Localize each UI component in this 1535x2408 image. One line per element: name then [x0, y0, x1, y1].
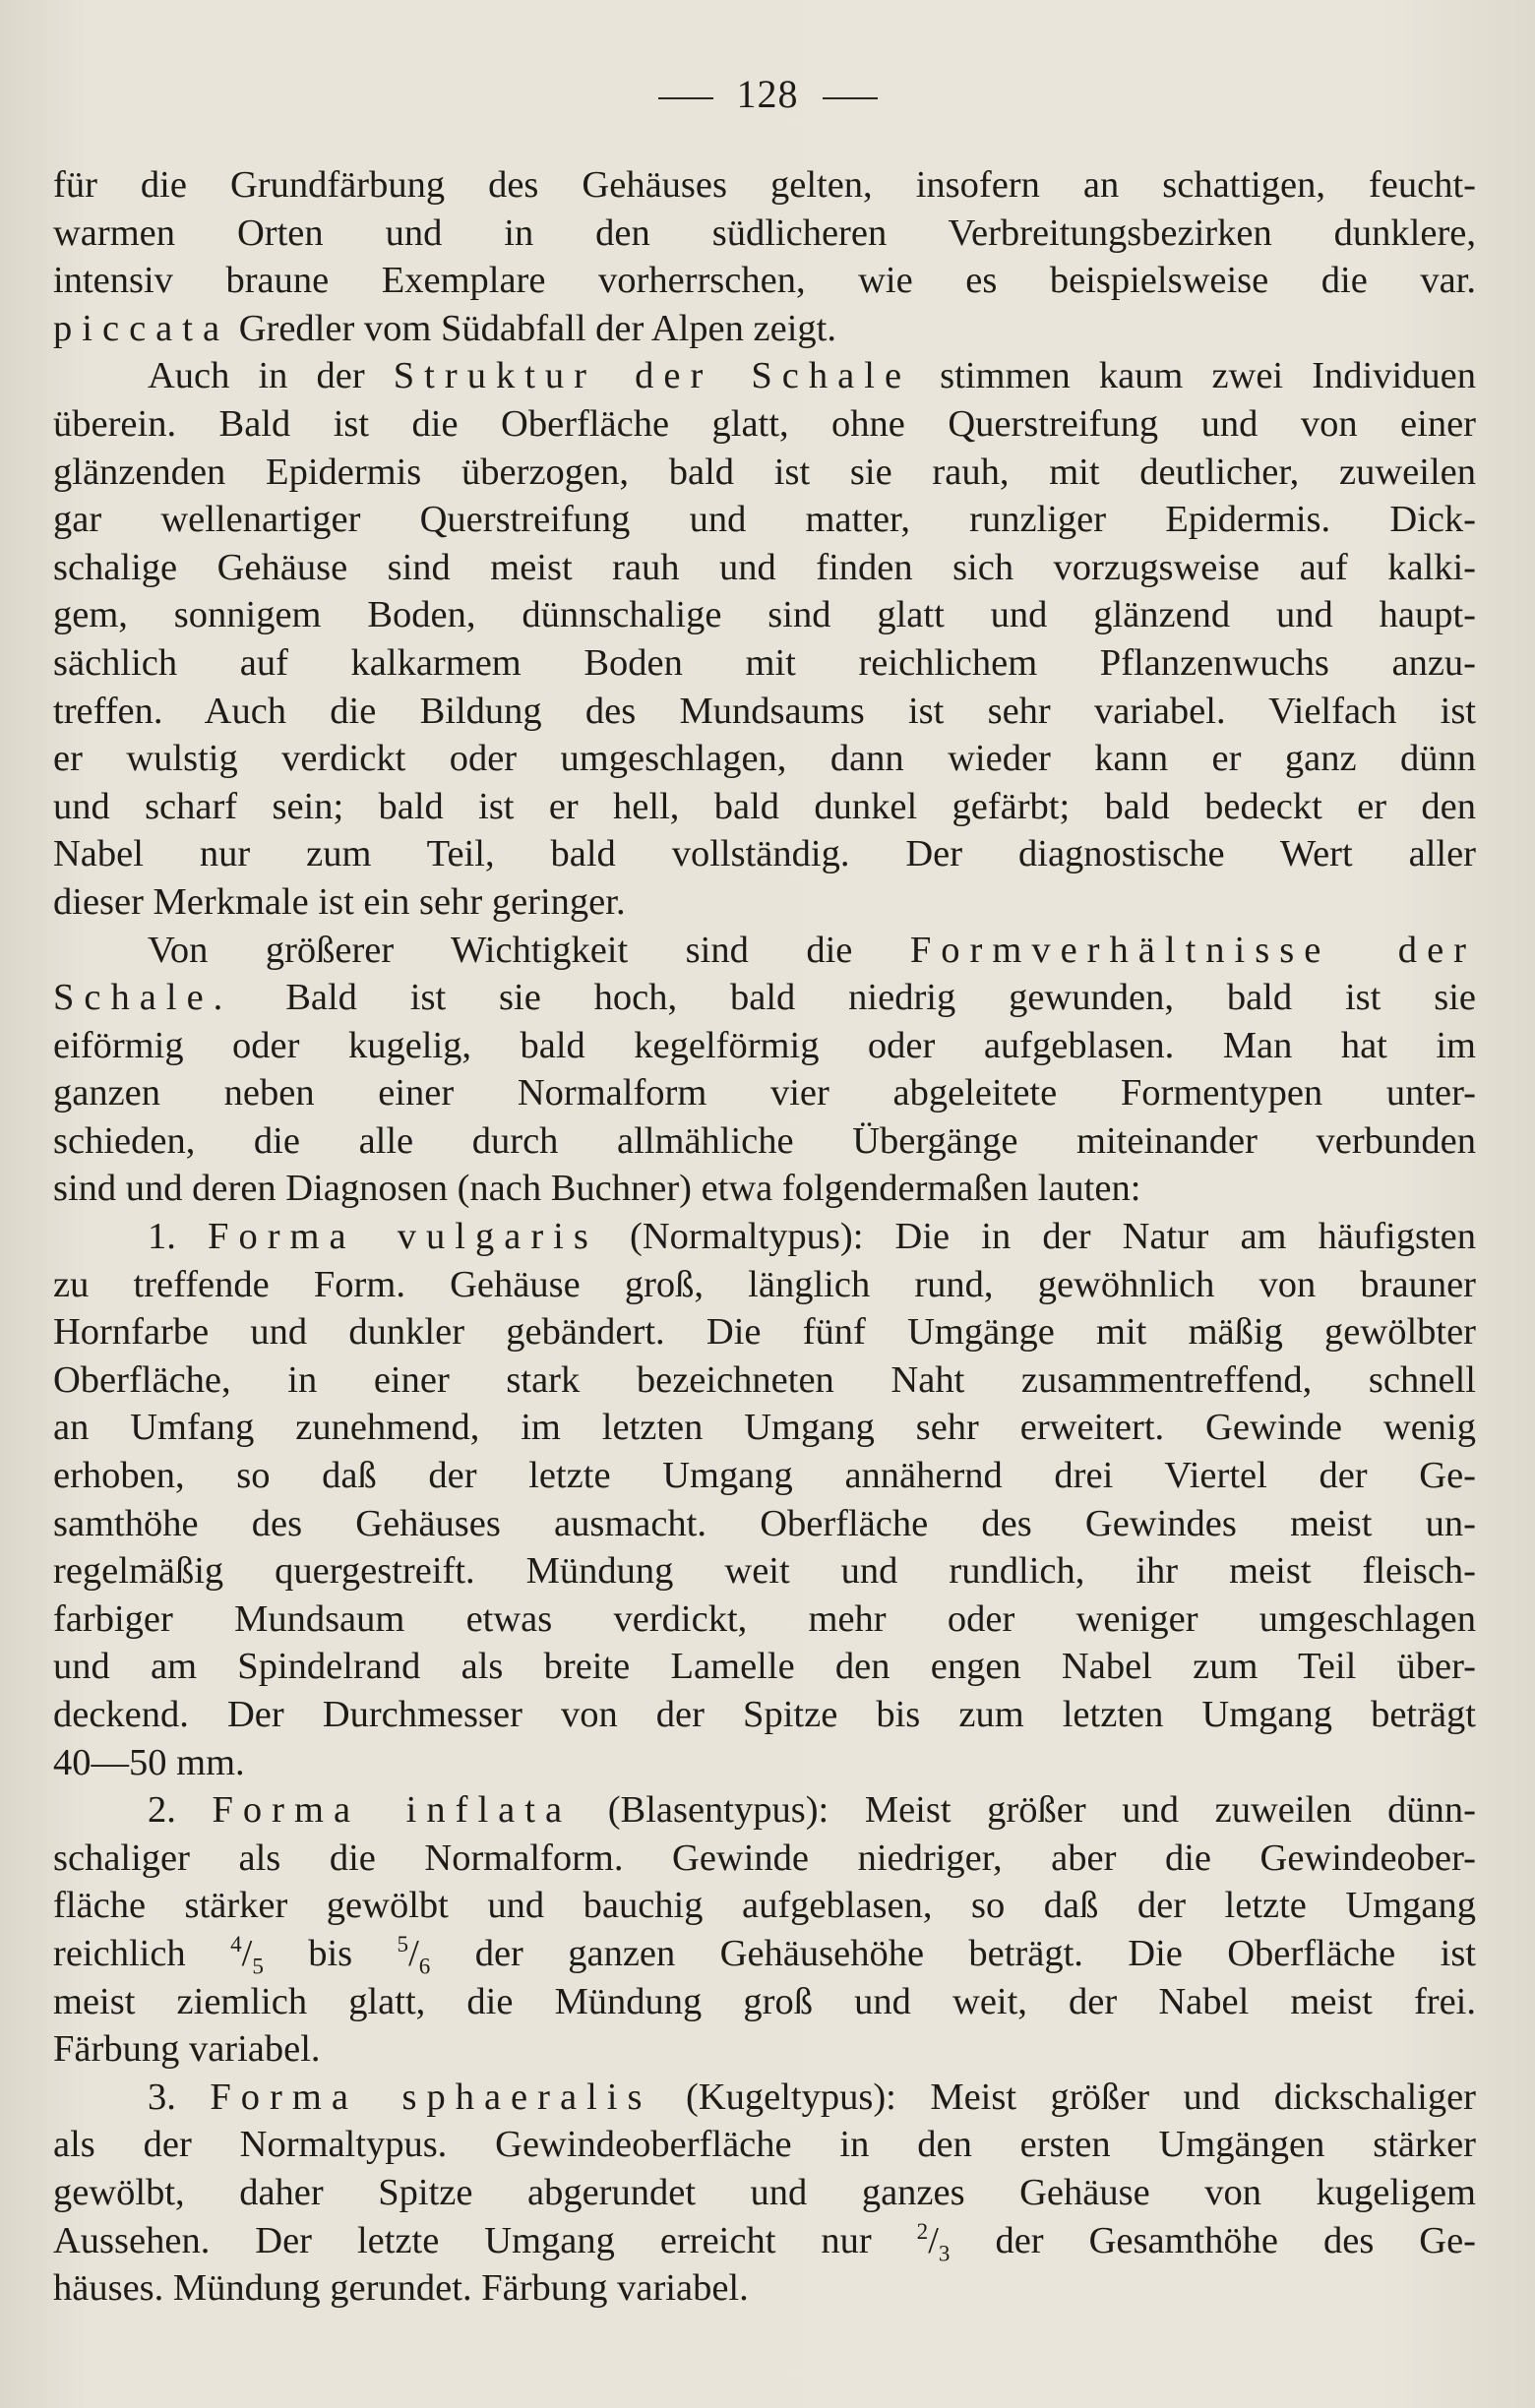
text-line: Färbung variabel. [53, 2028, 321, 2071]
text-span: (Blasentypus): Meist größer und zuweilen dünn- [572, 1789, 1476, 1832]
text-span: der ganzen Gehäusehöhe beträgt. Die Oberfläche ist [430, 1932, 1476, 1974]
text-line: regelmäßig quergestreift. Mündung weit und rundlich, ihr meist fleisch- [53, 1550, 1476, 1593]
text-line: meist ziemlich glatt, die Mündung groß und weit, der Nabel meist frei. [53, 1980, 1476, 2022]
text-line [53, 305, 1476, 353]
spaced-term: Forma sphaeralis [210, 2076, 652, 2118]
text-line: und scharf sein; bald ist er hell, bald dunkel gefärbt; bald bedeckt er den [53, 785, 1476, 827]
fraction-numerator: 5 [397, 1931, 409, 1957]
text-line: Aussehen. Der letzte Umgang erreicht nur $^2/_3$ der Gesamthöhe des Ge- [53, 2217, 1476, 2266]
text-span: Von größerer Wichtigkeit sind die [148, 929, 910, 971]
text-span: Aussehen. Der letzte Umgang erreicht nur [53, 2219, 917, 2261]
paragraph-2 [53, 352, 1476, 926]
text-line: farbiger Mundsaum etwas verdickt, mehr oder weniger umgeschlagen [53, 1597, 1476, 1640]
paragraph-1 [53, 161, 1476, 352]
text-span: Bald ist sie hoch, bald niedrig gewunden, bald ist sie [232, 977, 1476, 1019]
text-line: treffen. Auch die Bildung des Mundsaums ist sehr variabel. Vielfach ist [53, 690, 1476, 732]
body-text [53, 161, 1476, 2313]
text-line [53, 974, 1476, 1022]
text-line [53, 927, 1476, 975]
fraction-numerator: 2 [916, 2217, 929, 2244]
text-line: häuses. Mündung gerundet. Färbung variabel. [53, 2267, 749, 2310]
text-line: schaliger als die Normalform. Gewinde niedriger, aber die Gewindeober- [53, 1836, 1476, 1879]
header-dash-left [658, 97, 713, 99]
text-line [53, 352, 1476, 400]
text-line: für die Grundfärbung des Gehäuses gelten, insofern an schattigen, feucht- [53, 164, 1476, 206]
text-line: erhoben, so daß der letzte Umgang annähernd drei Viertel der Ge- [53, 1455, 1476, 1497]
text-line: gar wellenartiger Querstreifung und matter, runzliger Epidermis. Dick- [53, 499, 1476, 541]
page-number: 128 [736, 72, 799, 116]
fraction-denominator: 6 [418, 1953, 431, 1979]
text-span: der Gesamthöhe des Ge- [950, 2219, 1476, 2261]
text-line: sind und deren Diagnosen (nach Buchner) etwa folgendermaßen lauten: [53, 1168, 1141, 1210]
text-span: 3. [148, 2076, 211, 2118]
text-span: stimmen kaum zwei Individuen [911, 355, 1476, 397]
text-span: (Kugeltypus): Meist größer und dickschaliger [651, 2076, 1477, 2118]
spaced-term: Forma inflata [212, 1789, 573, 1832]
text-line: sächlich auf kalkarmem Boden mit reichlichem Pflanzenwuchs anzu- [53, 641, 1476, 684]
text-line: deckend. Der Durchmesser von der Spitze bis zum letzten Umgang beträgt [53, 1694, 1476, 1735]
paragraph-5 [53, 1786, 1476, 2074]
text-span: Auch in der [148, 355, 394, 397]
text-line: schalige Gehäuse sind meist rauh und finden sich vorzugsweise auf kalki- [53, 546, 1476, 588]
text-line: eiförmig oder kugelig, bald kegelförmig oder aufgeblasen. Man hat im [53, 1024, 1476, 1066]
spaced-term: piccata [53, 307, 230, 349]
text-line: glänzenden Epidermis überzogen, bald ist sie rauh, mit deutlicher, zuweilen [53, 451, 1476, 493]
text-line [53, 1786, 1476, 1835]
text-line: zu treffende Form. Gehäuse groß, länglich rund, gewöhnlich von brauner [53, 1263, 1476, 1305]
paragraph-3 [53, 927, 1476, 1214]
fraction-numerator: 4 [230, 1931, 242, 1957]
fraction-denominator: 5 [252, 1953, 264, 1979]
text-line: Hornfarbe und dunkler gebändert. Die fünf Umgänge mit mäßig gewölbter [53, 1311, 1476, 1354]
text-span: (Normaltypus): Die in der Natur am häufigsten [597, 1216, 1477, 1258]
header-dash-right [823, 97, 878, 99]
spaced-term: Schale. [53, 977, 233, 1019]
text-line: überein. Bald ist die Oberfläche glatt, ohne Querstreifung und von einer [53, 402, 1476, 445]
text-line: Nabel nur zum Teil, bald vollständig. Der diagnostische Wert aller [53, 833, 1476, 875]
fraction-denominator: 3 [938, 2240, 951, 2266]
text-line: als der Normaltypus. Gewindeoberfläche in den ersten Umgängen stärker [53, 2124, 1476, 2166]
text-line: samthöhe des Gehäuses ausmacht. Oberfläche des Gewindes meist un- [53, 1502, 1476, 1544]
text-line [53, 2074, 1476, 2122]
text-line: gewölbt, daher Spitze abgerundet und ganzes Gehäuse von kugeligem [53, 2171, 1476, 2213]
text-span: reichlich [53, 1932, 231, 1974]
text-line [53, 1213, 1476, 1261]
text-line: ganzen neben einer Normalform vier abgeleitete Formentypen unter- [53, 1072, 1476, 1114]
text-line: Oberfläche, in einer stark bezeichneten Naht zusammentreffend, schnell [53, 1358, 1476, 1401]
text-line: und am Spindelrand als breite Lamelle den engen Nabel zum Teil über- [53, 1646, 1476, 1688]
text-line: gem, sonnigem Boden, dünnschalige sind glatt und glänzend und haupt- [53, 594, 1476, 636]
text-line: intensiv braune Exemplare vorherrschen, wie es beispielsweise die var. [53, 260, 1476, 302]
paragraph-4 [53, 1213, 1476, 1786]
text-line: fläche stärker gewölbt und bauchig aufgeblasen, so daß der letzte Umgang [53, 1885, 1476, 1927]
text-span: 2. [148, 1789, 213, 1832]
spaced-term: Formverhältnisse der [909, 929, 1476, 971]
text-line: 40—50 mm. [53, 1741, 245, 1783]
text-span: Gredler vom Südabfall der Alpen zeigt. [229, 307, 836, 349]
text-line: er wulstig verdickt oder umgeschlagen, dann wieder kann er ganz dünn [53, 738, 1476, 780]
page-header [0, 71, 1535, 117]
paragraph-6 [53, 2074, 1476, 2313]
text-span: bis [263, 1932, 398, 1974]
text-line: schieden, die alle durch allmähliche Übergänge miteinander verbunden [53, 1119, 1476, 1162]
text-line: dieser Merkmale ist ein sehr geringer. [53, 880, 626, 923]
spaced-term: Forma vulgaris [208, 1216, 598, 1258]
text-span: 1. [148, 1216, 209, 1258]
text-line: an Umfang zunehmend, im letzten Umgang sehr erweitert. Gewinde wenig [53, 1407, 1476, 1449]
spaced-term: Struktur der Schale [393, 355, 912, 397]
text-line: reichlich $^4/_5$ bis $^5/_6$ der ganzen Gehäusehöhe beträgt. Die Oberfläche ist [53, 1931, 1476, 1979]
text-line: warmen Orten und in den südlicheren Verbreitungsbezirken dunklere, [53, 211, 1476, 254]
